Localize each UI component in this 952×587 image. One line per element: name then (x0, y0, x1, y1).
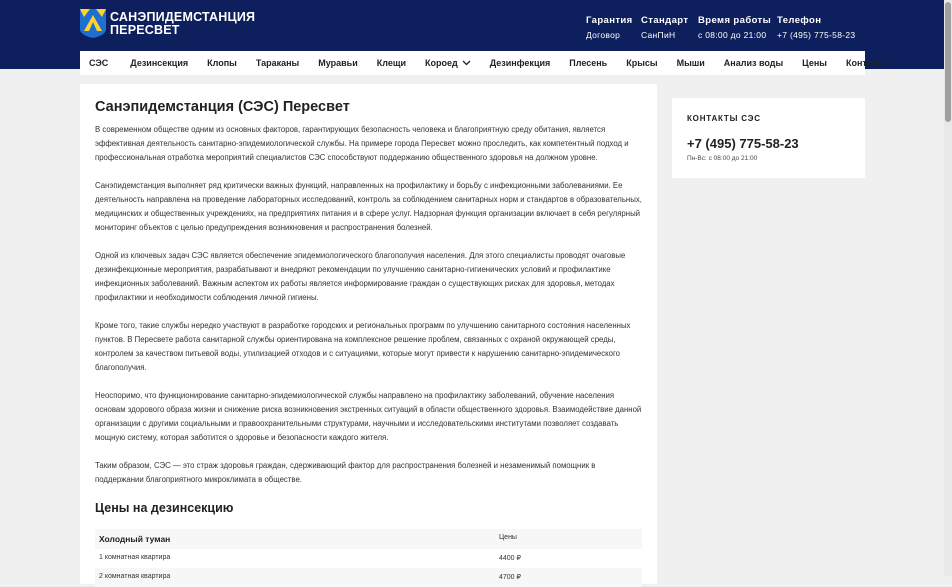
price-item-value: 4400 ₽ (499, 555, 521, 562)
header-standard-value: СанПиН (641, 30, 676, 40)
prices-table-header (95, 529, 642, 549)
nav-item-ses[interactable]: СЭС (89, 58, 109, 68)
contacts-phone[interactable]: +7 (495) 775-58-23 (687, 136, 799, 151)
header-phone-value[interactable]: +7 (495) 775-58-23 (777, 30, 856, 40)
paragraph-6: Таким образом, СЭС — это страж здоровья граждан, сдерживающий фактор для распространения болезней и незаменимый помощник в поддержании благоприятного микроклимата в обществе. (95, 461, 596, 484)
nav-item-tarakany[interactable]: Тараканы (255, 58, 300, 68)
nav-item-koroed[interactable] (425, 58, 471, 68)
contacts-widget (672, 98, 865, 178)
prices-header-price: Цены (499, 534, 517, 541)
nav-item-koroed-label: Короед (424, 58, 458, 68)
header-hours-title: Время работы (698, 15, 772, 26)
nav-item-kleshchi[interactable]: Клещи (376, 58, 406, 68)
nav-item-kontakty[interactable]: Контакты (845, 58, 889, 68)
table-row (95, 549, 642, 568)
nav-item-muravi[interactable]: Муравьи (318, 58, 358, 68)
paragraph-3: Одной из ключевых задач СЭС является обеспечение эпидемиологического благополучия населения. Для этого специалисты проводят очаговые дезинфекционные мероприятия, разрабатывают и внедряют рекомендации по улучшению санитарно-гигиенических условий и профилактике инфекционных заболеваний. Важным аспектом их работы является информирование граждан о существующих рисках для здоровья, методах профилактики и необходимости соблюдения личной гигиены. (95, 251, 626, 302)
header-standard-title: Стандарт (641, 15, 689, 26)
logo-emblem-icon (80, 9, 106, 38)
price-item-name: 1 комнатная квартира (99, 554, 171, 561)
header-guarantee (586, 15, 633, 41)
price-item-value: 4700 ₽ (499, 574, 521, 581)
main-content (80, 84, 657, 584)
chevron-down-icon (462, 60, 471, 66)
nav-item-plesen[interactable]: Плесень (569, 58, 608, 68)
scrollbar-thumb[interactable] (945, 2, 951, 122)
logo-line-2: ПЕРЕСВЕТ (110, 22, 180, 37)
table-row (95, 568, 642, 587)
header-hours (698, 15, 771, 41)
header-standard (641, 15, 688, 41)
nav-item-dezinfekciya[interactable]: Дезинфекция (489, 58, 551, 68)
nav-item-ceny[interactable]: Цены (802, 58, 827, 68)
contacts-title: КОНТАКТЫ СЭС (687, 114, 761, 123)
main-nav (80, 51, 889, 75)
paragraph-2: Санэпидемстанция выполняет ряд критически важных функций, направленных на профилактику и борьбу с инфекционными заболеваниями. Ее деятельность направлена на проведение лабораторных исследований, контроль за соблюдением санитарных норм и стандартов в образовательных, медицинских и общественных учреждениях, на предприятиях питания и в сфере услуг. Надзорная функция организации включает в себя регулярный мониторинг объектов с целью предупреждения возникновения и распространения болезней. (95, 181, 642, 232)
contacts-hours: Пн-Вс: с 08:00 до 21:00 (687, 155, 758, 162)
nav-item-myshi[interactable]: Мыши (676, 58, 705, 68)
header-hours-value: с 08:00 до 21:00 (698, 30, 767, 40)
price-item-name: 2 комнатная квартира (99, 573, 171, 580)
prices-title: Цены на дезинсекцию (95, 501, 234, 515)
header-phone-title: Телефон (777, 15, 822, 26)
paragraph-5: Неоспоримо, что функционирование санитарно-эпидемиологической службы направлено на профилактику заболеваний, обучение населения основам здорового образа жизни и снижение риска возникновения экстренных ситуаций в области общественного здоровья. Взаимодействие данной организации с другими социальными и правоохранительными структурами, научными и исследовательскими институтами позволяет создавать мощную систему, которая заботится о здоровье и безопасности каждого жителя. (95, 391, 642, 442)
prices-table (95, 529, 642, 587)
paragraph-4: Кроме того, такие службы нередко участвуют в разработке городских и региональных программ по улучшению санитарного состояния населенных пунктов. В Пересвете работа санитарной службы ориентирована на комплексное решение проблем, связанных с охраной окружающей среды, контролем за качеством питьевой воды, утилизацией отходов и с ситуациями, которые могут привести к нарушению санитарно-эпидемического благополучия. (95, 321, 631, 372)
page-scrollbar[interactable] (944, 0, 952, 576)
nav-item-analiz-vody[interactable]: Анализ воды (723, 58, 784, 68)
header-guarantee-title: Гарантия (586, 15, 633, 26)
nav-item-krysy[interactable]: Крысы (626, 58, 658, 68)
nav-item-klopy[interactable]: Клопы (207, 58, 237, 68)
logo-text (110, 11, 255, 37)
site-logo[interactable] (80, 9, 255, 38)
header-phone[interactable] (777, 15, 855, 41)
header-guarantee-value: Договор (586, 30, 621, 40)
nav-item-dezinsekciya[interactable]: Дезинсекция (130, 58, 189, 68)
logo-line-1: САНЭПИДЕМСТАНЦИЯ (110, 9, 256, 24)
paragraph-1: В современном обществе одним из основных факторов, гарантирующих безопасность человека и благоприятную среду обитания, является эффективная деятельность санитарно-эпидемиологической службы. На примере города Пересвет можно проследить, как компетентный подход и профессиональная отработка мероприятий специалистов СЭС способствуют поддержанию общественного здоровья на должном уровне. (95, 125, 629, 162)
prices-header-name: Холодный туман (99, 534, 171, 544)
page-title: Санэпидемстанция (СЭС) Пересвет (95, 99, 350, 115)
